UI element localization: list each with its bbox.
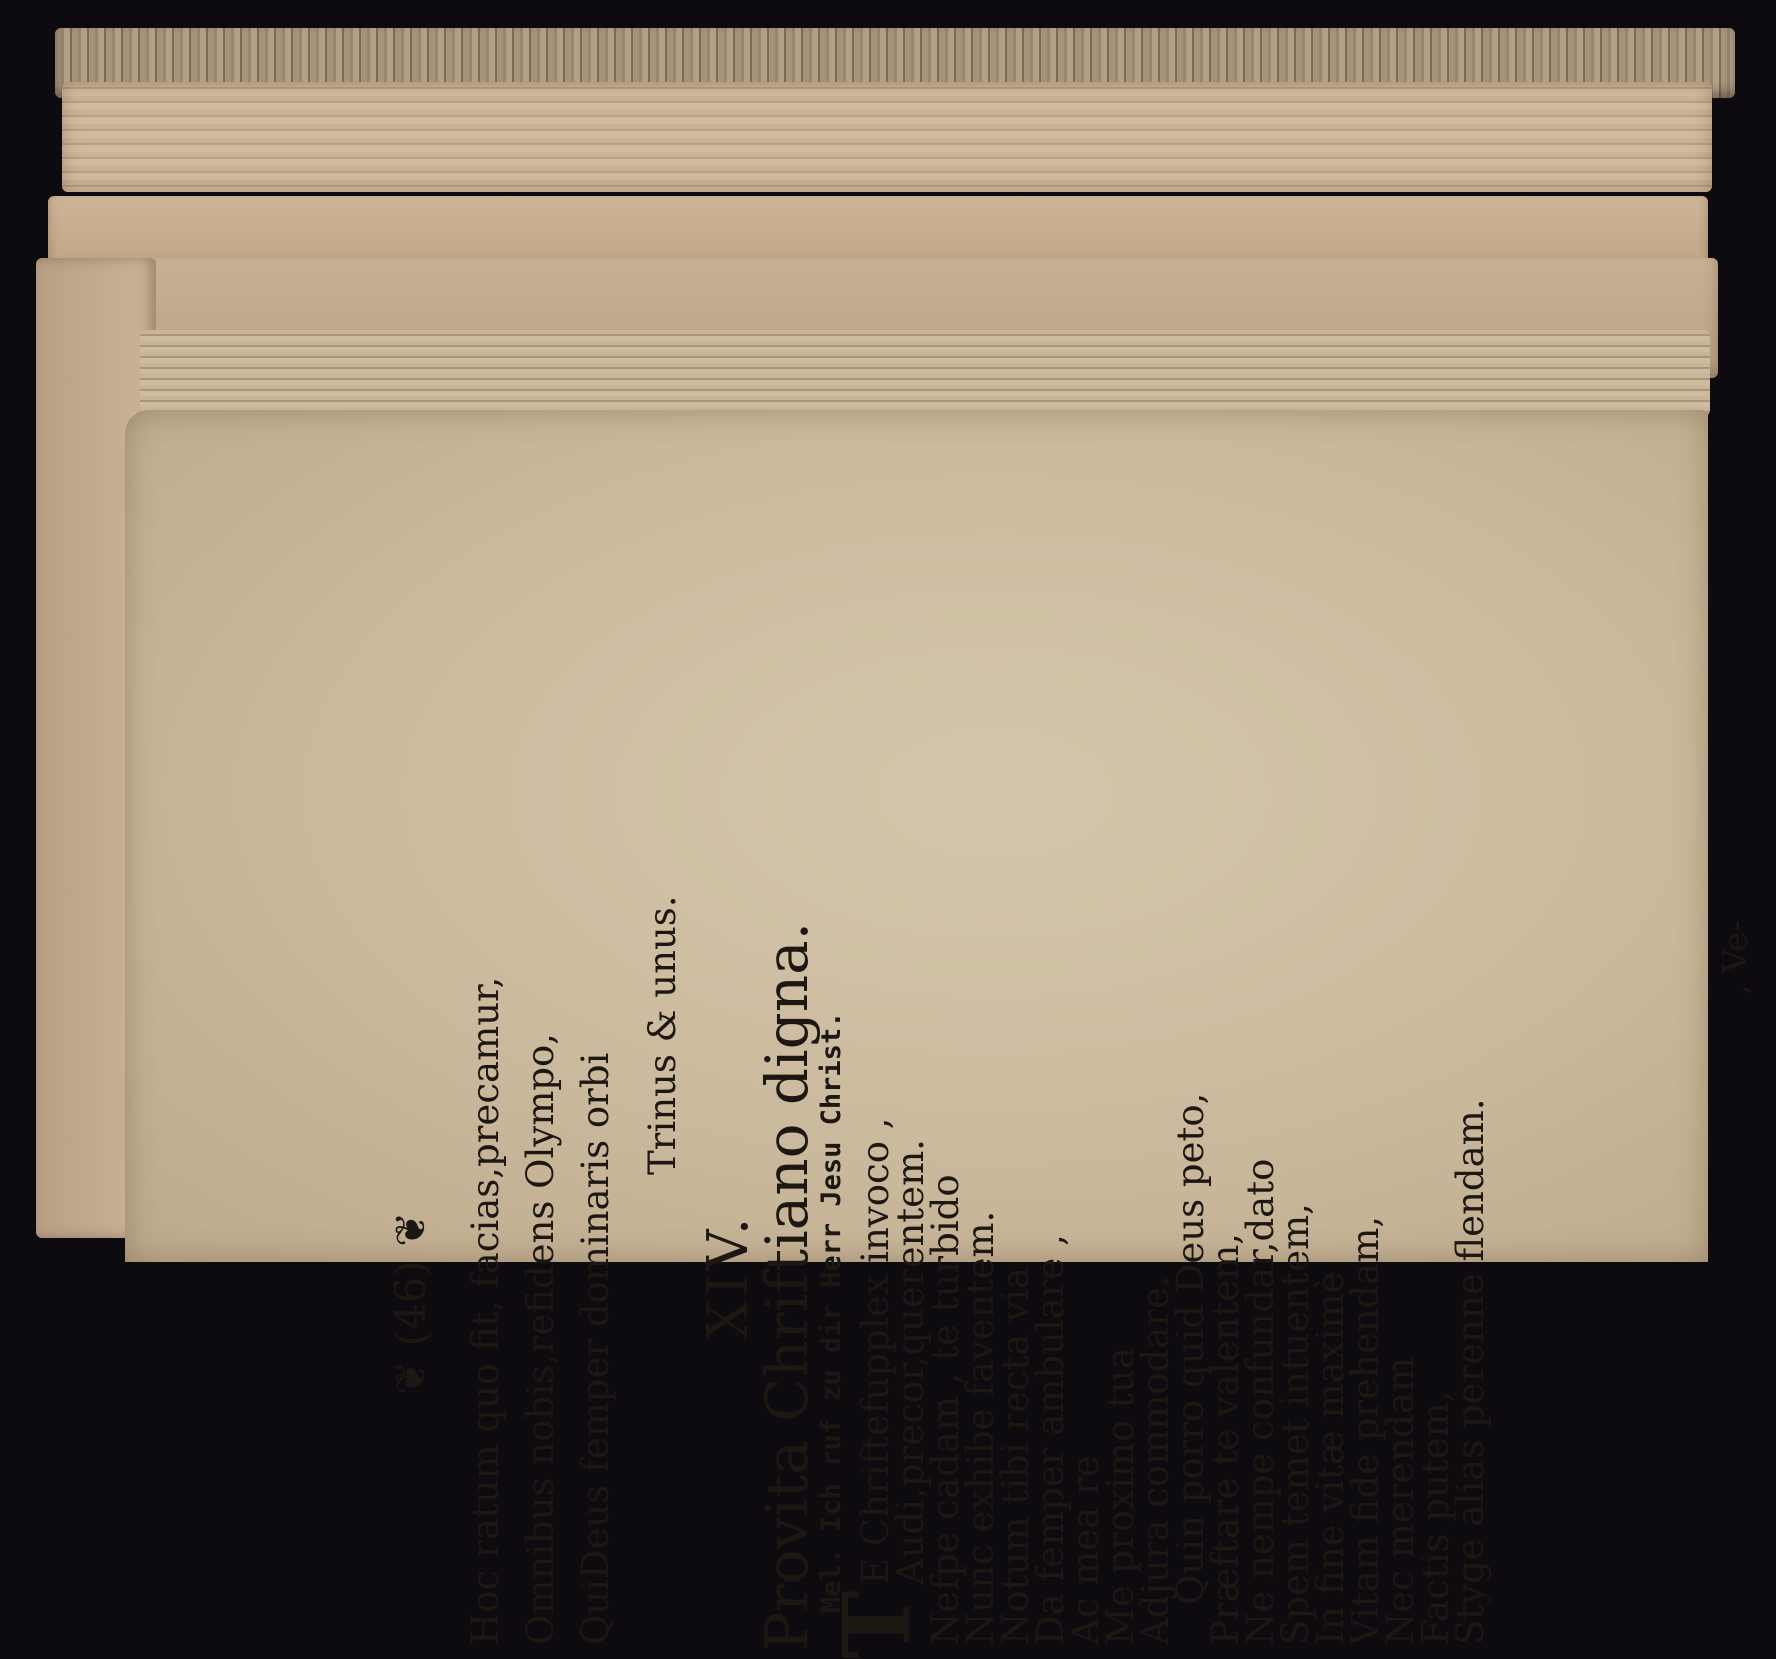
hymn-line: Spem temet intuentem,: [1274, 1203, 1317, 1645]
hymn-line: Styge alias perenne flendam.: [1449, 1098, 1492, 1645]
hymn-line: Ac mea re: [1064, 1455, 1107, 1645]
hymn-line: E Chriftefupplex invoco ,: [854, 1117, 897, 1585]
hymn-line: Adjura commodare.: [1134, 1275, 1177, 1645]
hymn-line: Ne nempe confundar,dato: [1239, 1158, 1282, 1645]
hymn-line: Quin porro quid Deus peto,: [1169, 1092, 1212, 1605]
opening-line: Omnibus nobis,refidens Olympo,: [519, 1032, 562, 1645]
drop-cap: T: [823, 1590, 931, 1659]
closing-line: Trinus & unus.: [641, 895, 684, 1175]
hymn-line: Notum tibi recta via: [994, 1267, 1037, 1645]
hymn-title: Provita Chriftiano digna.: [753, 921, 821, 1651]
page-edge-stack: [140, 330, 1710, 416]
page-text-block: [386, 885, 1776, 1659]
hymn-line: Nec merendam: [1379, 1357, 1422, 1645]
opening-line: QuiDeus femper dominaris orbi: [574, 1052, 617, 1645]
hymn-line: Nunc exhibe faventem.: [959, 1210, 1002, 1645]
melody-indication: Mel. Ich ruf zu dir Herr Jesu Christ.: [816, 1011, 847, 1613]
catchword: , Ve-: [1716, 920, 1756, 995]
hymn-line: Me proximo tua: [1099, 1347, 1142, 1645]
hymn-number: XIV.: [696, 1213, 761, 1340]
hymn-line: Vitam fide prehendam,: [1344, 1215, 1387, 1645]
opening-line: Hoc ratum quo fit, facias,precamur,: [464, 976, 507, 1645]
folded-leaves-upper: [62, 82, 1712, 192]
hymn-line: Factis putem,: [1414, 1390, 1457, 1645]
hymn-line: Da femper ambulare ,: [1029, 1234, 1072, 1645]
printed-page: [125, 410, 1756, 1659]
ornament-icon: ❦: [386, 1211, 435, 1247]
page-number-value: (46): [386, 1260, 435, 1347]
hymn-line: Præftare te valentem,: [1204, 1233, 1247, 1645]
hymn-line: In fine vitæ maximè: [1309, 1271, 1352, 1645]
page-number: [386, 1212, 435, 1395]
ornament-icon: ❦: [386, 1359, 435, 1395]
hymn-line: Nefpe cadam , te turbido: [924, 1174, 967, 1645]
hymn-line: Audi,precor,querentem.: [889, 1139, 932, 1585]
